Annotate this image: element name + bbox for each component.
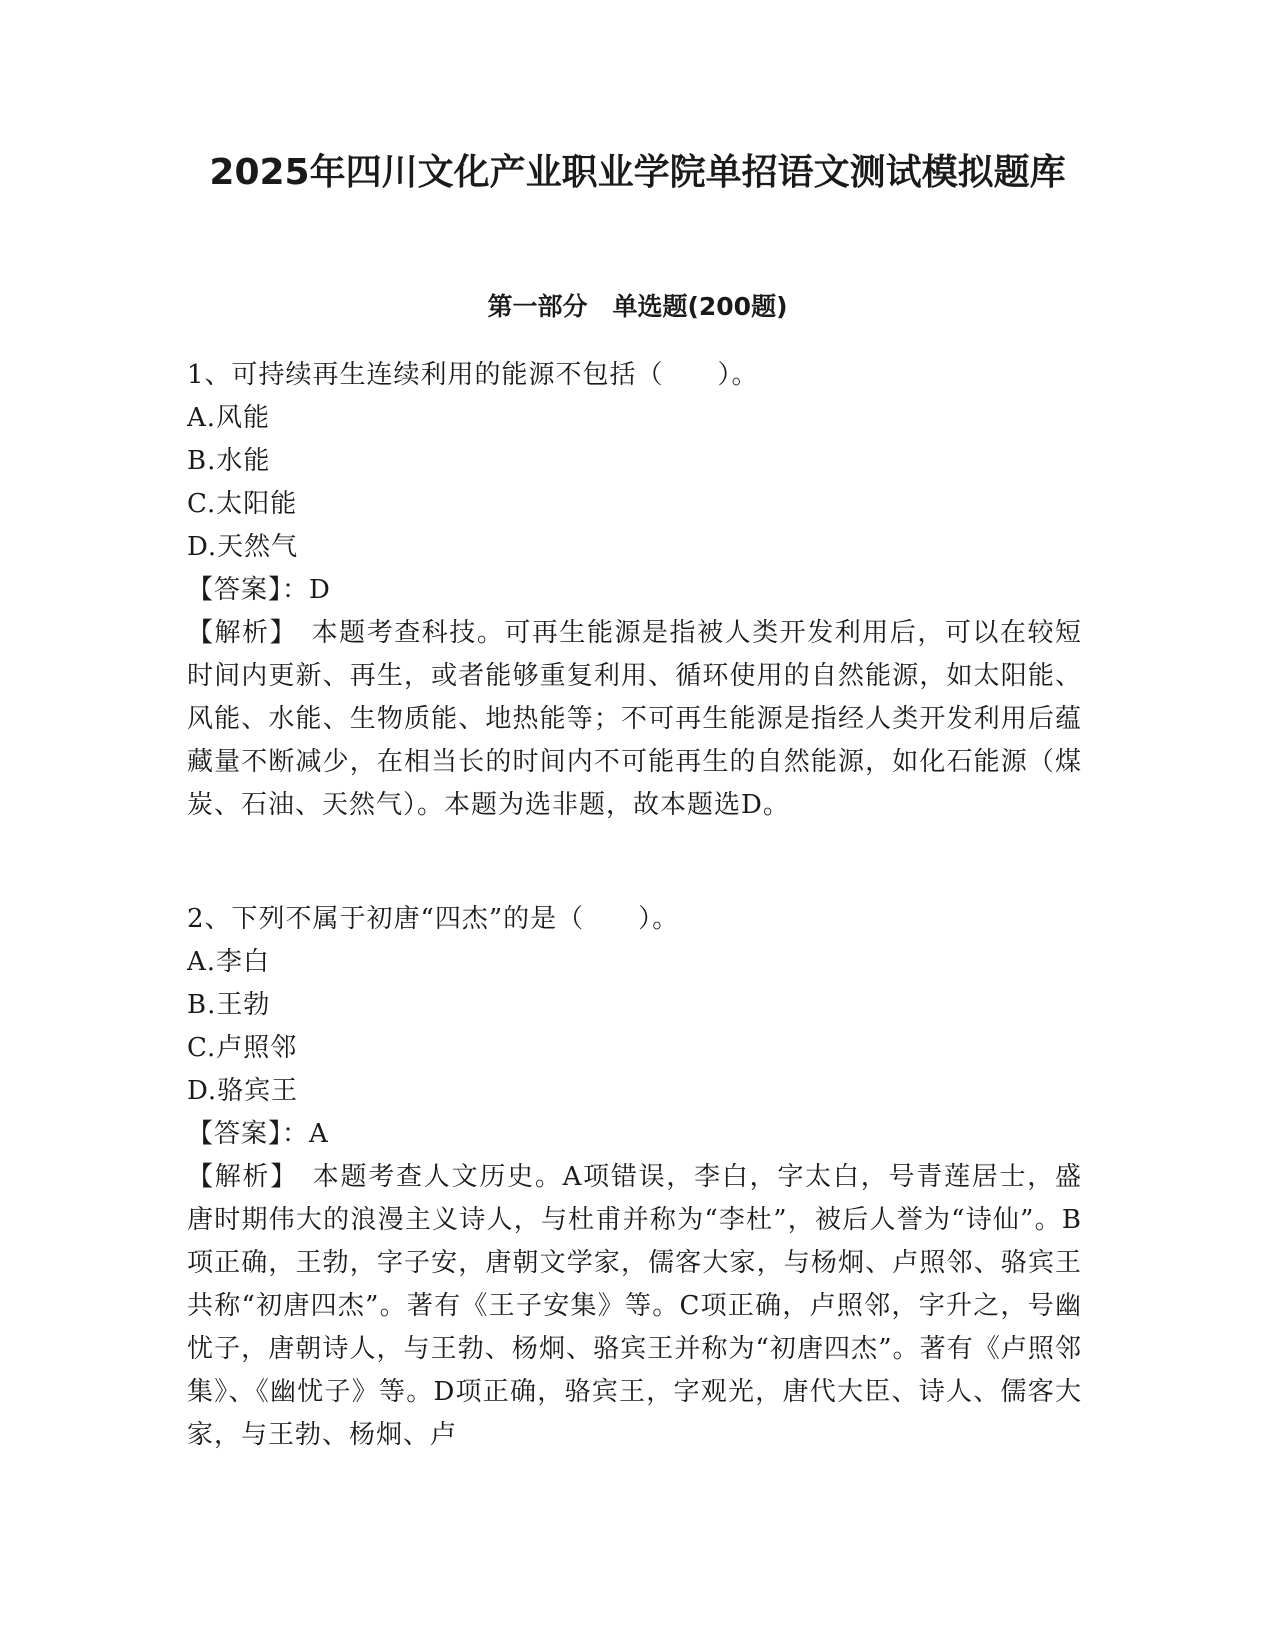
option-d: D.天然气 [187,532,299,562]
option-c: C.卢照邻 [187,1033,298,1063]
section-title: 第一部分 单选题(200题) [487,292,788,321]
option-b: B.王勃 [187,990,271,1020]
option-c: C.太阳能 [187,489,298,519]
analysis: 【解析】 本题考查科技。可再生能源是指被人类开发利用后，可以在较短时间内更新、再生，或者能够重复利用、循环使用的自然能源，如太阳能、风能、水能、生物质能、地热能等；不可再生能源是指经人类开发利用后蕴藏量不断减少，在相当长的时间内不可能再生的自然能源，如化石能源（煤炭、石油、天然气）。本题为选非题，故本题选D。 [187,618,1082,820]
question-1 [187,354,1087,827]
option-b: B.水能 [187,446,271,476]
answer: 【答案】：A [187,1119,329,1149]
option-a: A.李白 [187,947,271,977]
answer: 【答案】：D [187,575,331,605]
analysis: 【解析】 本题考查人文历史。A项错误，李白，字太白，号青莲居士，盛唐时期伟大的浪漫主义诗人，与杜甫并称为“李杜”，被后人誉为“诗仙”。B项正确，王勃，字子安，唐朝文学家，儒客大家，与杨炯、卢照邻、骆宾王共称“初唐四杰”。著有《王子安集》等。C项正确，卢照邻，字升之，号幽忧子，唐朝诗人，与王勃、杨炯、骆宾王并称为“初唐四杰”。著有《卢照邻集》、《幽忧子》等。D项正确，骆宾王，字观光，唐代大臣、诗人、儒客大家，与王勃、杨炯、卢 [187,1162,1082,1450]
question-stem: 1、可持续再生连续利用的能源不包括（ ）。 [187,360,759,390]
option-d: D.骆宾王 [187,1076,299,1106]
question-2 [187,898,1087,1457]
option-a: A.风能 [187,403,271,433]
document-title: 2025年四川文化产业职业学院单招语文测试模拟题库 [209,152,1066,193]
question-stem: 2、下列不属于初唐“四杰”的是（ ）。 [187,904,680,934]
